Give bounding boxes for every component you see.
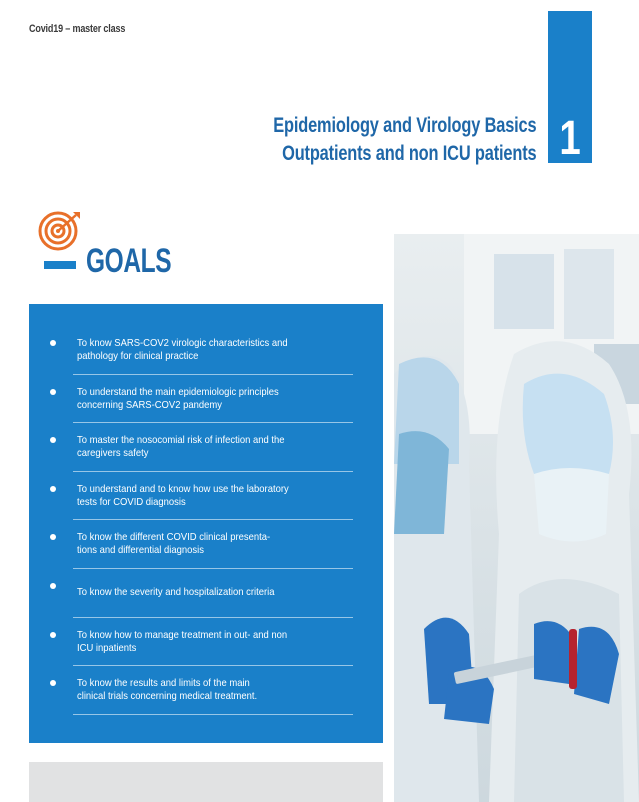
- goal-text: [77, 629, 311, 655]
- goal-text-line2: concerning SARS-COV2 pandemy: [77, 398, 222, 411]
- goal-text-line2: pathology for clinical practice: [77, 350, 199, 362]
- goal-item: [73, 423, 353, 472]
- bullet-icon: [50, 632, 56, 638]
- goal-text-line1: To know SARS-COV2 virologic characteristics and: [77, 337, 288, 349]
- goal-text: [77, 337, 311, 363]
- goal-item: [73, 618, 353, 667]
- bullet-icon: [50, 340, 56, 346]
- goal-item: [73, 666, 353, 715]
- chapter-title-line1: Epidemiology and Virology Basics: [272, 114, 536, 137]
- goal-text-line2: caregivers safety: [77, 447, 149, 460]
- goals-list: [29, 326, 383, 715]
- bullet-icon: [50, 437, 56, 443]
- chapter-title: [273, 112, 536, 168]
- bullet-icon: [50, 583, 56, 589]
- goal-text-line2: clinical trials concerning medical treatment.: [77, 690, 258, 703]
- goal-text: [77, 483, 311, 509]
- document-header-label: Covid19 – master class: [29, 23, 126, 35]
- chapter-number-tab: [548, 11, 592, 163]
- chapter-title-line2: Outpatients and non ICU patients: [281, 142, 536, 165]
- goal-text: [77, 434, 311, 460]
- target-icon: [38, 211, 84, 273]
- goals-panel: [29, 304, 383, 743]
- bullet-icon: [50, 534, 56, 540]
- goal-item: [73, 375, 353, 424]
- goal-text: [77, 677, 311, 703]
- goal-text-line1: To know the results and limits of the main: [77, 677, 250, 690]
- goal-text-line2: tions and differential diagnosis: [77, 544, 204, 557]
- goal-item: [73, 569, 353, 618]
- goal-text-line2: tests for COVID diagnosis: [77, 495, 186, 508]
- bullet-icon: [50, 389, 56, 395]
- bullet-icon: [50, 680, 56, 686]
- goals-heading: GOALS: [86, 242, 172, 280]
- goal-item: [73, 326, 353, 375]
- goal-text-line2: ICU inpatients: [77, 641, 137, 654]
- goal-text-line1: To understand and to know how use the laboratory: [77, 482, 289, 495]
- chapter-number: 1: [559, 112, 581, 165]
- goal-text-line1: To understand the main epidemiologic principles: [77, 385, 279, 398]
- goal-text: [77, 386, 311, 412]
- goal-text-line1: To know how to manage treatment in out- and non: [77, 628, 288, 641]
- gray-footer-box: [29, 762, 383, 802]
- healthcare-workers-photo: [394, 234, 639, 802]
- goal-item: [73, 520, 353, 569]
- goal-item: [73, 472, 353, 521]
- goal-text: [77, 531, 311, 557]
- goal-text-line1: To know the different COVID clinical presenta-: [77, 531, 271, 544]
- goal-text-line1: To know the severity and hospitalization criteria: [77, 585, 275, 598]
- bullet-icon: [50, 486, 56, 492]
- goal-text-line1: To master the nosocomial risk of infection and the: [77, 434, 285, 447]
- goal-text: [77, 586, 311, 599]
